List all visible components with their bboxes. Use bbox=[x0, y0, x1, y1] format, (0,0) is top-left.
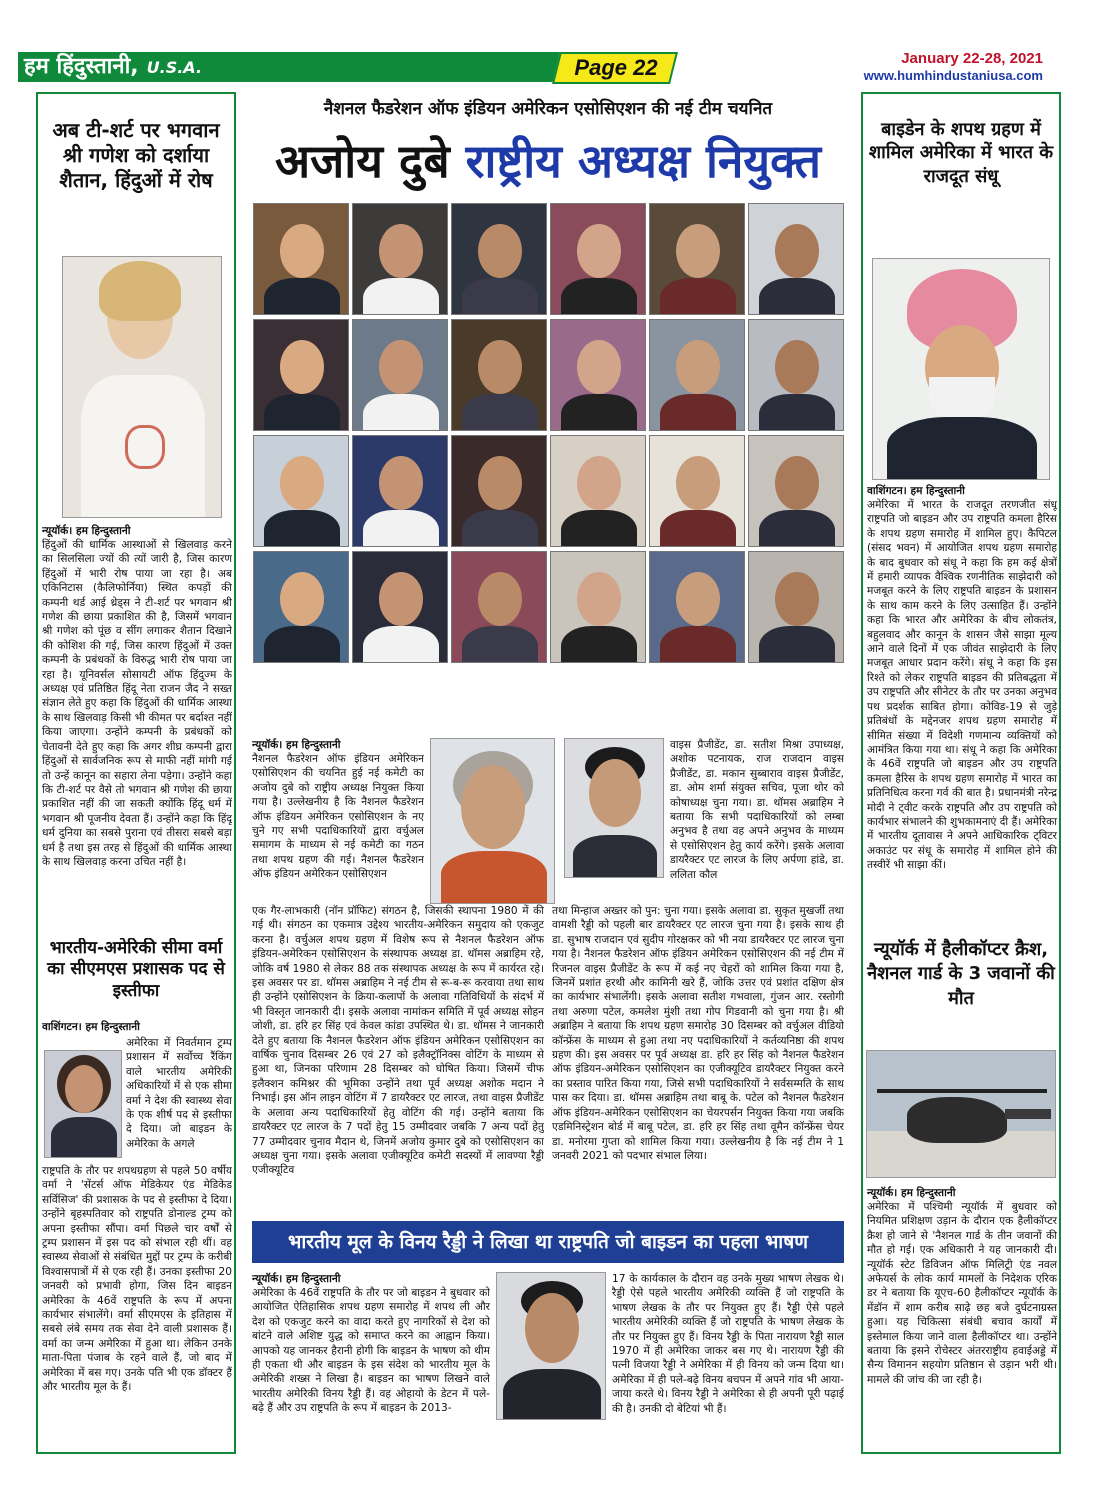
member-portrait bbox=[352, 435, 448, 547]
seema-article-body-top: अमेरिका में निवर्तमान ट्रम्प प्रशासन में सर्वोच्च रैंकिंग वाले भारतीय अमेरिकी अधिकारियों में से एक सीमा वर्मा ने देश की स्वास्थ्य सेवा के एक शीर्ष पद से इस्तीफा दे दिया। जो बाइडन के अमेरिका के अगले bbox=[126, 1037, 232, 1150]
man-portrait-photo bbox=[564, 738, 664, 878]
member-portrait bbox=[352, 203, 448, 315]
member-portrait bbox=[451, 319, 547, 431]
nfia-headline-name: अजोय दुबे bbox=[275, 134, 450, 188]
seema-article-headline: भारतीय-अमेरिकी सीमा वर्मा का सीएमएस प्रशासक पद से इस्तीफा bbox=[47, 938, 225, 1001]
sandhu-photo bbox=[872, 258, 1050, 480]
nfia-article-col1-top: नैशनल फैडरेशन ऑफ इंडियन अमेरिकन एसोसिएशन की चयनित हुई नई कमेटी का अजोय दुबे को राष्ट्रीय अध्यक्ष नियुक्त किया गया है। उल्लेखनीय है कि नैशनल फैडरेशन ऑफ इंडियन अमेरिकन एसोसिएशन के नए चुने गए सभी पदाधिकारियों द्वारा वर्चुअल समागम के माध्यम से नई कमेटी का गठन तथा शपथ ग्रहण की गई। नैशनल फैडरेशन ऑफ इंडियन अमेरिकन एसोसिएशन bbox=[252, 753, 424, 881]
elderly-woman-photo bbox=[430, 738, 555, 904]
sandhu-article-headline-box bbox=[865, 118, 1057, 248]
member-portrait bbox=[748, 319, 844, 431]
nfia-subheadline: नैशनल फैडरेशन ऑफ इंडियन अमेरिकन एसोसिएशन की नई टीम चयनित bbox=[323, 99, 773, 119]
issue-date: January 22-28, 2021 bbox=[901, 50, 1043, 67]
nfia-article-col-right: तथा मिन्हाज अख्तर को पुन: चुना गया। इसके अलावा डा. सुकृत मुखर्जी तथा वामशी रैड्डी को पहली बार डायरैक्टर एट लारज चुना गया है। इसके साथ ही डा. सुभाष राजदान एवं सुदीप गोरक्षकर को भी नया डायरैक्टर एट लारज चुना गया है। नैशनल फैडरेशन ऑफ इंडियन अमेरिकन एसोसिएशन की नई टीम में रिजनल वाइस प्रैजीडेंट के रूप में कई नए चेहरों को शामिल किया गया है, जिनमें प्रशांत हरथी और कामिनी खरे हैं, जोकि उत्तर एवं प्रशांत दक्षिण क्षेत्र का कार्यभार संभालेंगी। इसके अलावा सतीश गभवाला, गुंजन आर. रस्तोगी तथा अरुणा पटेल, कमलेश मुंशी तथा गोप गिडवानी को चुना गया है। श्री अब्राहिम ने बताया कि शपथ ग्रहण समारोह 30 दिसम्बर को वर्चुअल वीडियो कॉन्फ्रेंस के माध्यम से हुआ तथा नए पदाधिकारियों ने कर्तव्यनिष्ठा की शपथ ग्रहण की। इस अवसर पर पूर्व अध्यक्ष डा. हरि हर सिंह को नैशनल फैडरेशन ऑफ इंडियन-अमेरिकन एसोसिएशन का एजीक्यूटिव डायरैक्टर नियुक्त करने का प्रस्ताव पारित किया गया, जिसे सभी पदाधिकारियों ने सर्वसम्मति के साथ पास कर दिया। डा. थॉमस अब्राहिम तथा बाबू के. पटेल को नैशनल फैडरेशन ऑफ इंडियन-अमेरिकन एसोसिएशन का चेयरपर्सन नियुक्त किया गया जबकि एडमिनिस्ट्रेशन बोर्ड में बाबू पटेल, डा. हरि हर सिंह तथा वूमैन कॉन्फ्रेंस चेयर डा. मनोरमा गुप्ता को शामिल किया गया। उल्लेखनीय है कि नई टीम ने 1 जनवरी 2021 को पदभार संभाल लिया। bbox=[552, 905, 844, 1162]
seema-article-headline-box bbox=[40, 938, 232, 1022]
member-portrait bbox=[649, 203, 745, 315]
nfia-main-headline bbox=[252, 128, 844, 194]
member-portrait bbox=[649, 435, 745, 547]
member-portrait bbox=[253, 203, 349, 315]
vinay-article-headline: भारतीय मूल के विनय रैड्डी ने लिखा था राष्ट्रपति जो बाइडन का पहला भाषण bbox=[252, 1221, 844, 1263]
tshirt-article-headline: अब टी-शर्ट पर भगवान श्री गणेश को दर्शाया शैतान, हिंदुओं में रोष bbox=[52, 118, 220, 192]
nfia-col3-top-box bbox=[670, 738, 844, 902]
nfia-col-right-box bbox=[552, 904, 844, 1216]
helicopter-crash-photo bbox=[866, 1050, 1056, 1178]
sandhu-article-body-box bbox=[867, 484, 1057, 926]
helicopter-article-body: अमेरिका में पश्चिमी न्यूयॉर्क में बुधवार को नियमित प्रशिक्षण उड़ान के दौरान एक हैलीकॉप्टर क्रैश हो जाने से 'नैशनल गार्ड के तीन जवानों की मौत हो गई। एक अधिकारी ने यह जानकारी दी। न्यूयॉर्क स्टेट डिविजन ऑफ मिलिट्री एंड नवल अफेयर्स के लोक कार्य मामलों के निदेशक एरिक डर ने बताया कि यूएच-60 हैलीकॉप्टर न्यूयॉर्क के मेंडॉन में शाम करीब साढ़े छह बजे दुर्घटनाग्रस्त हुआ। यह चिकित्सा संबंधी बचाव कार्यों में इस्तेमाल किया जाने वाला हैलीकॉप्टर था। उन्होंने बताया कि इसने रोचेस्टर अंतरराष्ट्रीय हवाईअड्डे में सैन्य विमानन सहयोग प्रतिष्ठान से उड़ान भरी थी। मामले की जांच की जा रही है। bbox=[867, 1201, 1057, 1386]
helicopter-article-body-box bbox=[867, 1186, 1057, 1448]
member-portrait bbox=[550, 435, 646, 547]
sandhu-article-dateline: वाशिंगटन। हम हिन्दुस्तानी bbox=[867, 485, 965, 497]
nfia-article-dateline: न्यूयॉर्क। हम हिन्दुस्तानी bbox=[252, 739, 341, 751]
seema-article-body: राष्ट्रपति के तौर पर शपथग्रहण से पहले 50 वर्षीय वर्मा ने 'सेंटर्स ऑफ मेडिकेयर एंड मेडिकेड सर्विसिज' की प्रशासक के पद से इस्तीफा दे दिया। उन्होंने बृहस्पतिवार को राष्ट्रपति डोनाल्ड ट्रम्प को अपना इस्तीफा सौंपा। वर्मा पिछले चार वर्षों से ट्रम्प प्रशासन में इस पद को संभाल रही थीं। वह स्वास्थ्य सेवाओं से संबंधित मुद्दों पर ट्रम्प के करीबी विश्वासपात्रों में से एक रही हैं। उनका इस्तीफा 20 जनवरी को प्रभावी होगा, जिस दिन बाइडन अमेरिका के 46वें राष्ट्रपति के रूप में अपना कार्यभार संभालेंगे। वर्मा सीएमएस के इतिहास में सबसे लंबे समय तक सेवा देने वाली प्रशासक हैं। वर्मा का जन्म अमेरिका में हुआ था। लेकिन उनके माता-पिता पंजाब के रहने वाले हैं, जो बाद में अमेरिका में बस गए। उनके पति भी एक डॉक्टर हैं और भारतीय मूल के हैं। bbox=[42, 1165, 232, 1394]
tshirt-article-body: हिंदुओं की धार्मिक आस्थाओं से खिलवाड़ करने का सिलसिला ज्यों की त्यों जारी है, जिस कारण हिंदुओं में भारी रोष पाया जा रहा है। अब एकिनिटास (कैलिफोर्निया) स्थित कपड़ों की कम्पनी थर्ड आई थ्रेड्स ने टी-शर्ट पर भगवान श्री गणेश की छाया प्रकाशित की है, जिसमें भगवान श्री गणेश को पूंछ व सींग लगाकर शैतान दिखाने की कोशिश की गई, जिस कारण हिंदुओं में उक्त कम्पनी के प्रबंधकों के विरुद्ध भारी रोष पाया जा रहा है। यूनिवर्सल सोसायटी ऑफ हिंदुज्म के अध्यक्ष एवं प्रतिष्ठित हिंदू नेता राजन जैद ने सख्त संज्ञान लेते हुए कहा कि हिंदुओं की धार्मिक आस्था के साथ खिलवाड़ किसी भी कीमत पर बर्दाश्त नहीं किया जाएगा। उन्होंने कम्पनी के प्रबंधकों को चेतावनी देते हुए कहा कि अगर शीघ्र कम्पनी द्वारा हिंदुओं से सार्वजनिक रूप से माफी नहीं मांगी गई तो उन्हें कानून का सहारा लेना पड़ेगा। उन्होंने कहा कि टी-शर्ट पर वैसे तो भगवान श्री गणेश की छाया प्रकाशित नहीं की जा सकती क्योंकि हिंदू धर्म में भगवान श्री पूजनीय देवता हैं। उन्होंने कहा कि हिंदू धर्म दुनिया का सबसे पुराना एवं तीसरा सबसे बड़ा धर्म है तथा इस तरह से हिंदुओं की धार्मिक आस्था के साथ खिलवाड़ करना उचित नहीं है। bbox=[42, 539, 232, 868]
tshirt-model-photo bbox=[62, 256, 222, 518]
tshirt-article-dateline: न्यूयॉर्क। हम हिन्दुस्तानी bbox=[42, 525, 131, 537]
helicopter-article-headline-box bbox=[865, 938, 1057, 1042]
seema-verma-photo bbox=[44, 1050, 122, 1158]
member-portrait bbox=[352, 551, 448, 663]
vinay-article-dateline: न्यूयॉर्क। हम हिन्दुस्तानी bbox=[252, 1273, 341, 1285]
seema-article-dateline: वाशिंगटन। हम हिन्दुस्तानी bbox=[42, 1021, 140, 1033]
masthead bbox=[0, 0, 1095, 92]
member-portrait bbox=[253, 319, 349, 431]
vinay-col1-box bbox=[252, 1272, 490, 1448]
page-number: Page 22 bbox=[574, 55, 658, 80]
sandhu-article-body: अमेरिका में भारत के राजदूत तरणजीत संधू राष्ट्रपति जो बाइडन और उप राष्ट्रपति कमला हैरिस के शपथ ग्रहण समारोह में शामिल हुए। कैपिटल (संसद भवन) में आयोजित शपथ ग्रहण समारोह के बाद बुधवार को संधू ने कहा कि हम कई क्षेत्रों में हमारी व्यापक वैश्विक रणनीतिक साझेदारी को मजबूत करने के लिए राष्ट्रपति बाइडन के प्रशासन के साथ काम करने के लिए उत्साहित हैं। उन्होंने कहा कि भारत और अमेरिका के बीच लोकतंत्र, बहुलवाद और कानून के शासन जैसे साझा मूल्य आने वाले दिनों में एक जीवंत साझेदारी के लिए मजबूत आधार प्रदान करेंगे। संधू ने कहा कि इस रिश्ते को लेकर राष्ट्रपति बाइडन की प्रतिबद्धता में उप राष्ट्रपति और सीनेटर के तौर पर उनका अनुभव पथ प्रदर्शक साबित होगा। कोविड-19 से जुड़े प्रतिबंधों के मद्देनजर शपथ ग्रहण समारोह में सीमित संख्या में विदेशी गणमान्य व्यक्तियों को आमंत्रित किया गया था। संधू ने कहा कि अमेरिका के 46वें राष्ट्रपति जो बाइडन और उप राष्ट्रपति कमला हैरिस के शपथ ग्रहण समारोह में भारत का प्रतिनिधित्व करना गर्व की बात है। प्रधानमंत्री नरेन्द्र मोदी ने ट्वीट करके राष्ट्रपति और उप राष्ट्रपति को कार्यभार संभालने की शुभकामनाएं दी हैं। अमेरिका में भारतीय दूतावास ने अपने आधिकारिक ट्विटर अकाउंट पर संधू के समारोह में शामिल होने की तस्वीरें भी साझा कीं। bbox=[867, 499, 1057, 872]
member-portrait bbox=[550, 551, 646, 663]
member-portrait bbox=[550, 203, 646, 315]
tshirt-article-body-box bbox=[42, 524, 232, 886]
nfia-headline-title: राष्ट्रीय अध्यक्ष नियुक्त bbox=[465, 134, 821, 188]
member-portrait bbox=[451, 203, 547, 315]
seema-body-top-box bbox=[126, 1036, 232, 1160]
member-portrait bbox=[649, 319, 745, 431]
nfia-col1-top-box bbox=[252, 738, 424, 902]
member-portrait bbox=[253, 435, 349, 547]
vinay-article-col1: अमेरिका के 46वें राष्ट्रपति के तौर पर जो बाइडन ने बुधवार को आयोजित ऐतिहासिक शपथ ग्रहण समारोह में शपथ ली और देश को एकजुट करने का वादा करते हुए नागरिकों से देश को बांटने वाले अशिष्ट युद्ध को समाप्त करने का आह्वान किया। आपको यह जानकर हैरानी होगी कि बाइडन के भाषण को थीम ही एकता थी और बाइडन के इस संदेश को भारतीय मूल के अमेरिकी शख्स ने लिखा है। बाइडन का भाषण लिखने वाले भारतीय अमेरिकी विनय रैड्डी हैं। वह ओहायो के डेटन में पले-बढ़े हैं और उप राष्ट्रपति के रूप में बाइडन के 2013- bbox=[252, 1287, 490, 1415]
member-portrait bbox=[253, 551, 349, 663]
member-portrait bbox=[451, 435, 547, 547]
helicopter-article-dateline: न्यूयॉर्क। हम हिन्दुस्तानी bbox=[867, 1187, 956, 1199]
nfia-col-left-box bbox=[252, 904, 544, 1216]
member-portrait bbox=[748, 203, 844, 315]
vinay-article-col2: 17 के कार्यकाल के दौरान वह उनके मुख्य भाषण लेखक थे। रैड्डी ऐसे पहले भारतीय अमेरिकी व्यक्ति हैं जो राष्ट्रपति के भाषण लेखक के तौर पर नियुक्त हुए हैं। रैड्डी ऐसे पहले भारतीय अमेरिकी व्यक्ति हैं जो राष्ट्रपति के भाषण लेखक के तौर पर नियुक्त हुए हैं। विनय रैड्डी के पिता नारायण रैड्डी साल 1970 में ही अमेरिका जाकर बस गए थे। नारायण रैड्डी की पत्नी विजया रैड्डी ने अमेरिका में ही विनय को जन्म दिया था। अमेरिका में ही पले-बढ़े विनय बचपन में अपने गांव भी आया-जाया करते थे। विनय रैड्डी ने अमेरिका से ही अपनी पूरी पढ़ाई की है। उनकी दो बेटियां भी हैं। bbox=[612, 1273, 844, 1415]
seema-dateline-box bbox=[42, 1020, 232, 1034]
tshirt-article-headline-box bbox=[40, 118, 232, 248]
member-portrait bbox=[748, 551, 844, 663]
website-url[interactable]: www.humhindustaniusa.com bbox=[863, 68, 1043, 83]
nfia-article-col-left: एक गैर-लाभकारी (नॉन प्रॉफिट) संगठन है, जिसकी स्थापना 1980 में की गई थी। संगठन का एकमात्र उद्देश्य भारतीय-अमेरिकन समुदाय को एकजुट करना है। वर्चुअल शपथ ग्रहण में विशेष रूप से नैशनल फैडरेशन ऑफ इंडियन-अमेरिकन एसोसिएशन के संस्थापक अध्यक्ष डा. थॉमस अब्राहिम रहे, जोकि वर्ष 1980 से लेकर 88 तक संस्थापक अध्यक्ष के रूप में कार्यरत रहे। इस अवसर पर डा. थॉमस अब्राहिम ने नई टीम से रू-ब-रू करवाया तथा साथ ही उन्होंने एसोसिएशन के क्रिया-कलापों के अलावा गतिविधियों के संदर्भ में भी विस्तृत जानकारी दी। इसके अलावा नामांकन समिति में पूर्व अध्यक्ष सोहन जोशी, डा. हरि हर सिंह एवं केवल कांडा उपस्थित थे। डा. थॉमस ने जानकारी देते हुए बताया कि नैशनल फैडरेशन ऑफ इंडियन अमेरिकन एसोसिएशन का वार्षिक चुनाव दिसम्बर 26 एवं 27 को इलैक्ट्रॉनिक्स वोटिंग के माध्यम से हुआ था, जिनका परिणाम 28 दिसम्बर को घोषित किया। जिसमें चीफ इलैक्शन कमिश्नर की भूमिका उन्होंने तथा पूर्व अध्यक्ष अशोक मदान ने निभाई। इस ऑन लाइन वोटिंग में 7 डायरैक्टर एट लारज, तथा वाइस प्रैजीडेंट के अलावा अन्य पदाधिकारियों हेतु वोटिंग की गई। उन्होंने बताया कि डायरैक्टर एट लारज के 7 पदों हेतु 15 उम्मीदवार जबकि 7 अन्य पदों हेतु 77 उम्मीदवार चुनाव मैदान थे, जिनमें अजोय कुमार दुबे को एसोसिएशन का अध्यक्ष चुना गया। इसके अलावा एजीक्यूटिव कमेटी सदस्यों में लावण्या रैड्डी एजीक्यूटिव bbox=[252, 905, 544, 1177]
member-portrait bbox=[352, 319, 448, 431]
vinay-col2-box bbox=[612, 1272, 844, 1448]
seema-body-box bbox=[42, 1164, 232, 1446]
newspaper-title: हम हिंदुस्तानी, U.S.A. bbox=[24, 54, 203, 79]
sandhu-article-headline: बाइडेन के शपथ ग्रहण में शामिल अमेरिका में भारत के राजदूत संधू bbox=[868, 119, 1054, 187]
member-portrait bbox=[649, 551, 745, 663]
member-portrait bbox=[550, 319, 646, 431]
member-portrait bbox=[451, 551, 547, 663]
nfia-article-col3-top: वाइस प्रैजीडेंट, डा. सतीश मिश्रा उपाध्यक्ष, अशोक पटनायक, राज राजदान वाइस प्रैजीडेंट, डा. मकान सुब्बाराव वाइस प्रैजीडेंट, डा. ओम शर्मा संयुक्त सचिव, पूजा थोर को कोषाध्यक्ष चुना गया। डा. थॉमस अब्राहिम ने बताया कि सभी पदाधिकारियों को लम्बा अनुभव है तथा वह अपने अनुभव के माध्यम से एसोसिएशन हेतु कार्य करेंगे। इसके अलावा डायरैक्टर एट लारज के लिए अर्पणा हांडे, डा. ललिता कौल bbox=[670, 739, 844, 881]
member-portrait bbox=[748, 435, 844, 547]
newspaper-title-suffix: U.S.A. bbox=[146, 58, 203, 77]
vinay-reddy-photo bbox=[496, 1272, 606, 1420]
helicopter-article-headline: न्यूयॉर्क में हैलीकॉप्टर क्रैश, नैशनल गार्ड के 3 जवानों की मौत bbox=[867, 939, 1055, 1009]
